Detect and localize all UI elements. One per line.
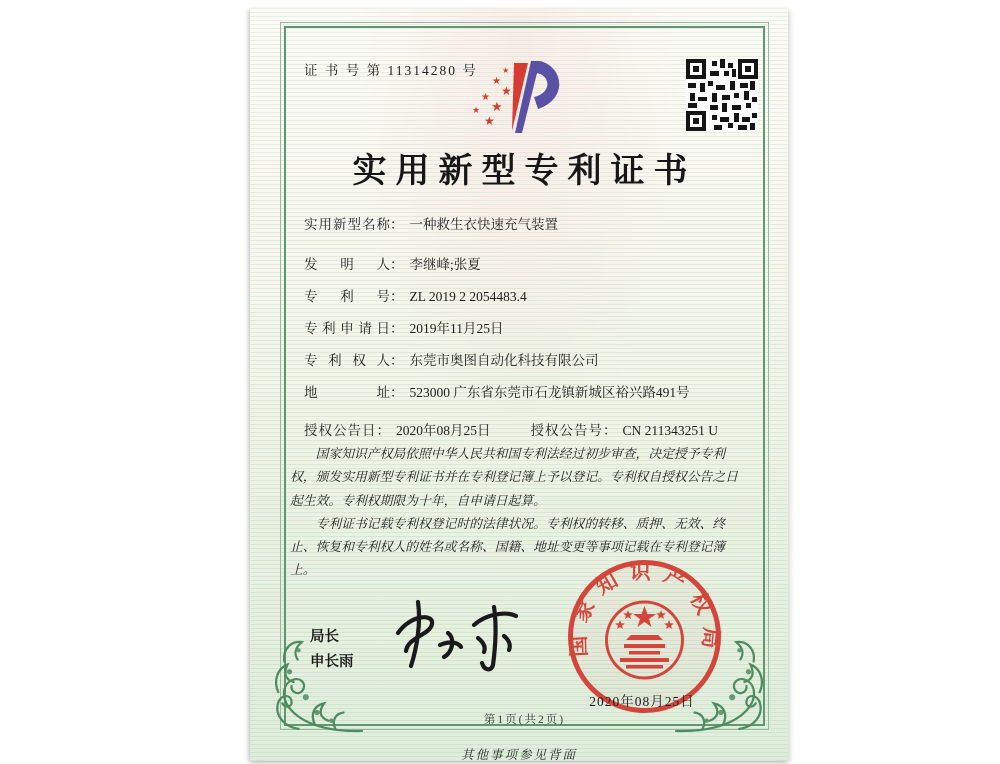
svg-text:★: ★ (472, 106, 481, 116)
seal-org-text: 国家知识产权局 (565, 559, 724, 661)
page-number: 第1页(共2页) (483, 714, 566, 726)
field-label: 专利权人 (304, 353, 390, 368)
field-value: 一种救生衣快速充气装置 (409, 217, 558, 232)
field-label: 地址 (304, 385, 390, 400)
field-row-name (304, 213, 558, 233)
field-colon: ： (390, 217, 404, 232)
field-colon: ： (390, 353, 404, 368)
field-row-filing-date (304, 317, 504, 337)
field-row-inventor (304, 253, 481, 273)
field-row-grant (304, 419, 718, 439)
field-colon: ： (390, 321, 404, 336)
field-value: 523000 广东省东莞市石龙镇新城区裕兴路491号 (409, 385, 690, 400)
svg-text:★: ★ (492, 76, 501, 87)
field-colon: ： (390, 257, 404, 272)
field-label: 实用新型名称 (304, 217, 390, 232)
legal-paragraph-1: 国家知识产权局依照中华人民共和国专利法经过初步审查，决定授予专利权，颁发实用新型专利证书并在专利登记簿上予以登记。专利权自授权公告之日起生效。专利权期限为十年，自申请日起算。 (290, 447, 738, 508)
field-label: 专利号 (304, 289, 390, 304)
signoff-block (310, 625, 354, 674)
svg-text:★: ★ (481, 92, 490, 103)
svg-text:★: ★ (501, 84, 512, 98)
commissioner-signature (382, 595, 532, 675)
legal-paragraph-2: 专利证书记载专利权登记时的法律状况。专利权的转移、质押、无效、终止、恢复和专利权人的姓名或名称、国籍、地址变更等事项记载在专利登记簿上。 (290, 516, 726, 578)
field-label: 授权公告号 (530, 423, 603, 438)
seal-date: 2020年08月25日 (589, 694, 695, 709)
svg-text:★: ★ (484, 114, 495, 128)
field-value: 东莞市奥图自动化科技有限公司 (409, 353, 599, 368)
field-value: 2020年08月25日 (396, 423, 491, 438)
field-colon: ： (390, 289, 404, 304)
field-row-patent-number (304, 285, 527, 305)
svg-text:★: ★ (502, 66, 510, 75)
grant-date-group (304, 423, 491, 438)
field-value: 2019年11月25日 (409, 321, 504, 336)
field-value: CN 211343251 U (622, 423, 719, 438)
field-row-patentee (304, 349, 599, 369)
grant-number-group (531, 423, 719, 438)
field-value: ZL 2019 2 2054483.4 (409, 289, 527, 304)
cnipa-logo-icon (454, 51, 564, 139)
svg-text:★: ★ (491, 100, 503, 115)
field-colon: ： (376, 423, 390, 438)
certificate-number: 证 书 号 第 11314280 号 (304, 63, 478, 78)
back-side-note: 其他事项参见背面 (460, 748, 577, 762)
field-label: 专利申请日 (304, 321, 390, 336)
certificate-title: 实用新型专利证书 (352, 153, 697, 190)
field-label: 授权公告日 (304, 423, 377, 438)
commissioner-title: 局长 (310, 629, 339, 645)
commissioner-name: 申长雨 (310, 653, 354, 670)
qr-code (686, 59, 758, 131)
field-colon: ： (603, 423, 617, 438)
field-colon: ： (390, 385, 404, 400)
certificate-paper (250, 9, 788, 761)
field-label: 发明人 (304, 257, 390, 272)
field-value: 李继峰;张夏 (409, 257, 481, 272)
field-row-address (304, 381, 690, 401)
